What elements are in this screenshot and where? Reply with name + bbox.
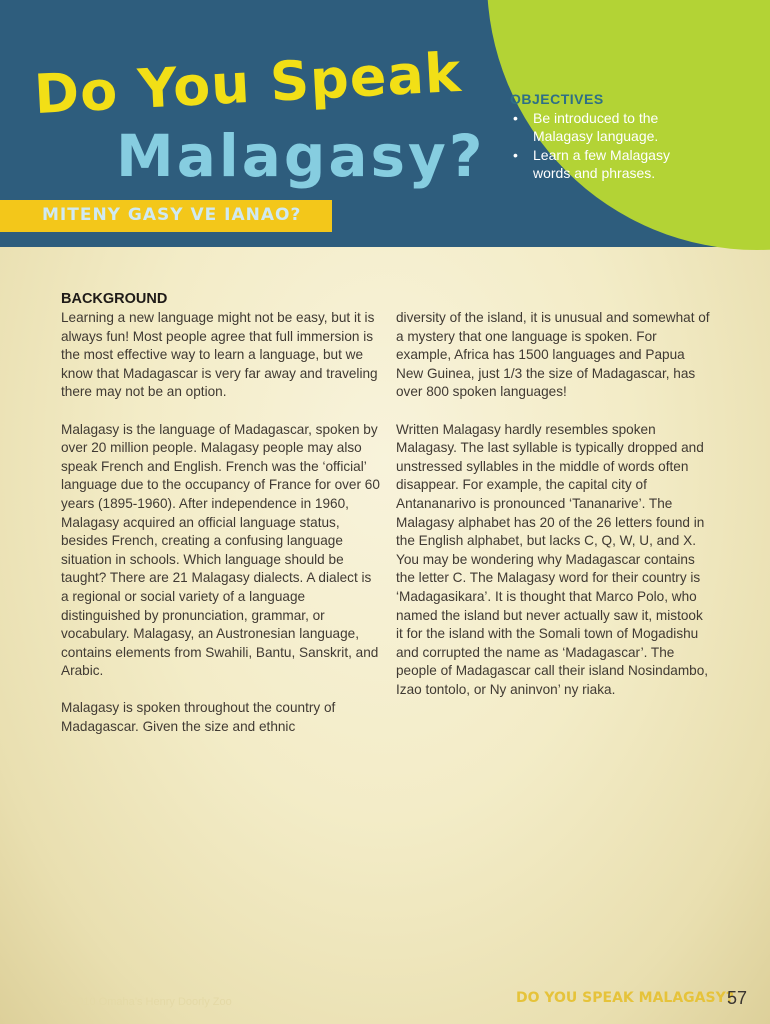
body-column-left bbox=[61, 290, 381, 755]
page-title-line2: Malagasy? bbox=[116, 122, 486, 190]
body-paragraph: Learning a new language might not be easy, but it is always fun! Most people agree that full immersion is the most effective way to learn a language, but we know that Madagascar is very far away and traveling there may not be an option. bbox=[61, 310, 378, 400]
body-paragraph: Written Malagasy hardly resembles spoken Malagasy. The last syllable is typically dropped and unstressed syllables in the middle of words often disappear. For example, the capital city of Antananarivo is pronounced ‘Tananarive’. The Malagasy alphabet has 20 of the 26 letters found in the English alphabet, but lacks C, Q, W, U, and X. You may be wondering why Madagascar contains the letter C. The Malagasy word for their country is ‘Madagasikara’. It is thought that Marco Polo, who named the island but never actually saw it, mistook it for the island with the Somali town of Mogadishu and corrupted the name as ‘Madagascar’. The people of Madagascar call their island Nosindambo, Izao tontolo, or Ny aninvon’ ny riaka. bbox=[396, 421, 709, 697]
page-title-line1: Do You Speak bbox=[32, 40, 464, 127]
objectives-list bbox=[510, 109, 710, 183]
page-number: 57 bbox=[727, 988, 748, 1008]
objectives-heading: OBJECTIVES bbox=[510, 91, 604, 107]
body-paragraph: diversity of the island, it is unusual and somewhat of a mystery that one language is spoken. For example, Africa has 1500 languages and Papua New Guinea, just 1/3 the size of Madagascar, has over 800 spoken languages! bbox=[396, 310, 710, 400]
copyright-notice: © 2010 Omaha’s Henry Doorly Zoo bbox=[60, 996, 232, 1008]
body-paragraph: Malagasy is spoken throughout the country of Madagascar. Given the size and ethnic bbox=[61, 700, 336, 735]
footer-running-title: DO YOU SPEAK MALAGASY? bbox=[516, 990, 734, 1006]
objective-item bbox=[510, 146, 710, 183]
objectives-box bbox=[510, 90, 710, 183]
objective-text: Learn a few Malagasy words and phrases. bbox=[533, 146, 670, 181]
subtitle-text: MITENY GASY VE IANAO? bbox=[42, 205, 302, 225]
body-column-right bbox=[396, 309, 711, 718]
background-heading: BACKGROUND bbox=[61, 291, 168, 307]
objective-item bbox=[510, 109, 710, 146]
objective-text: Be introduced to the Malagasy language. bbox=[533, 109, 659, 144]
bullet-icon: • bbox=[513, 109, 518, 126]
body-paragraph: Malagasy is the language of Madagascar, spoken by over 20 million people. Malagasy people may also speak French and English. French was the ‘official’ language due to the occupancy of France for over 60 years (1895-1960). After independence in 1960, Malagasy acquired an official language status, besides French, creating a confusing language situation in schools. Which language should be taught? There are 21 Malagasy dialects. A dialect is a regional or social variety of a language distinguished by pronunciation, grammar, or vocabulary. Malagasy, an Austronesian language, contains elements from Swahili, Bantu, Sanskrit, and Arabic. bbox=[61, 421, 380, 679]
bullet-icon: • bbox=[513, 146, 518, 163]
